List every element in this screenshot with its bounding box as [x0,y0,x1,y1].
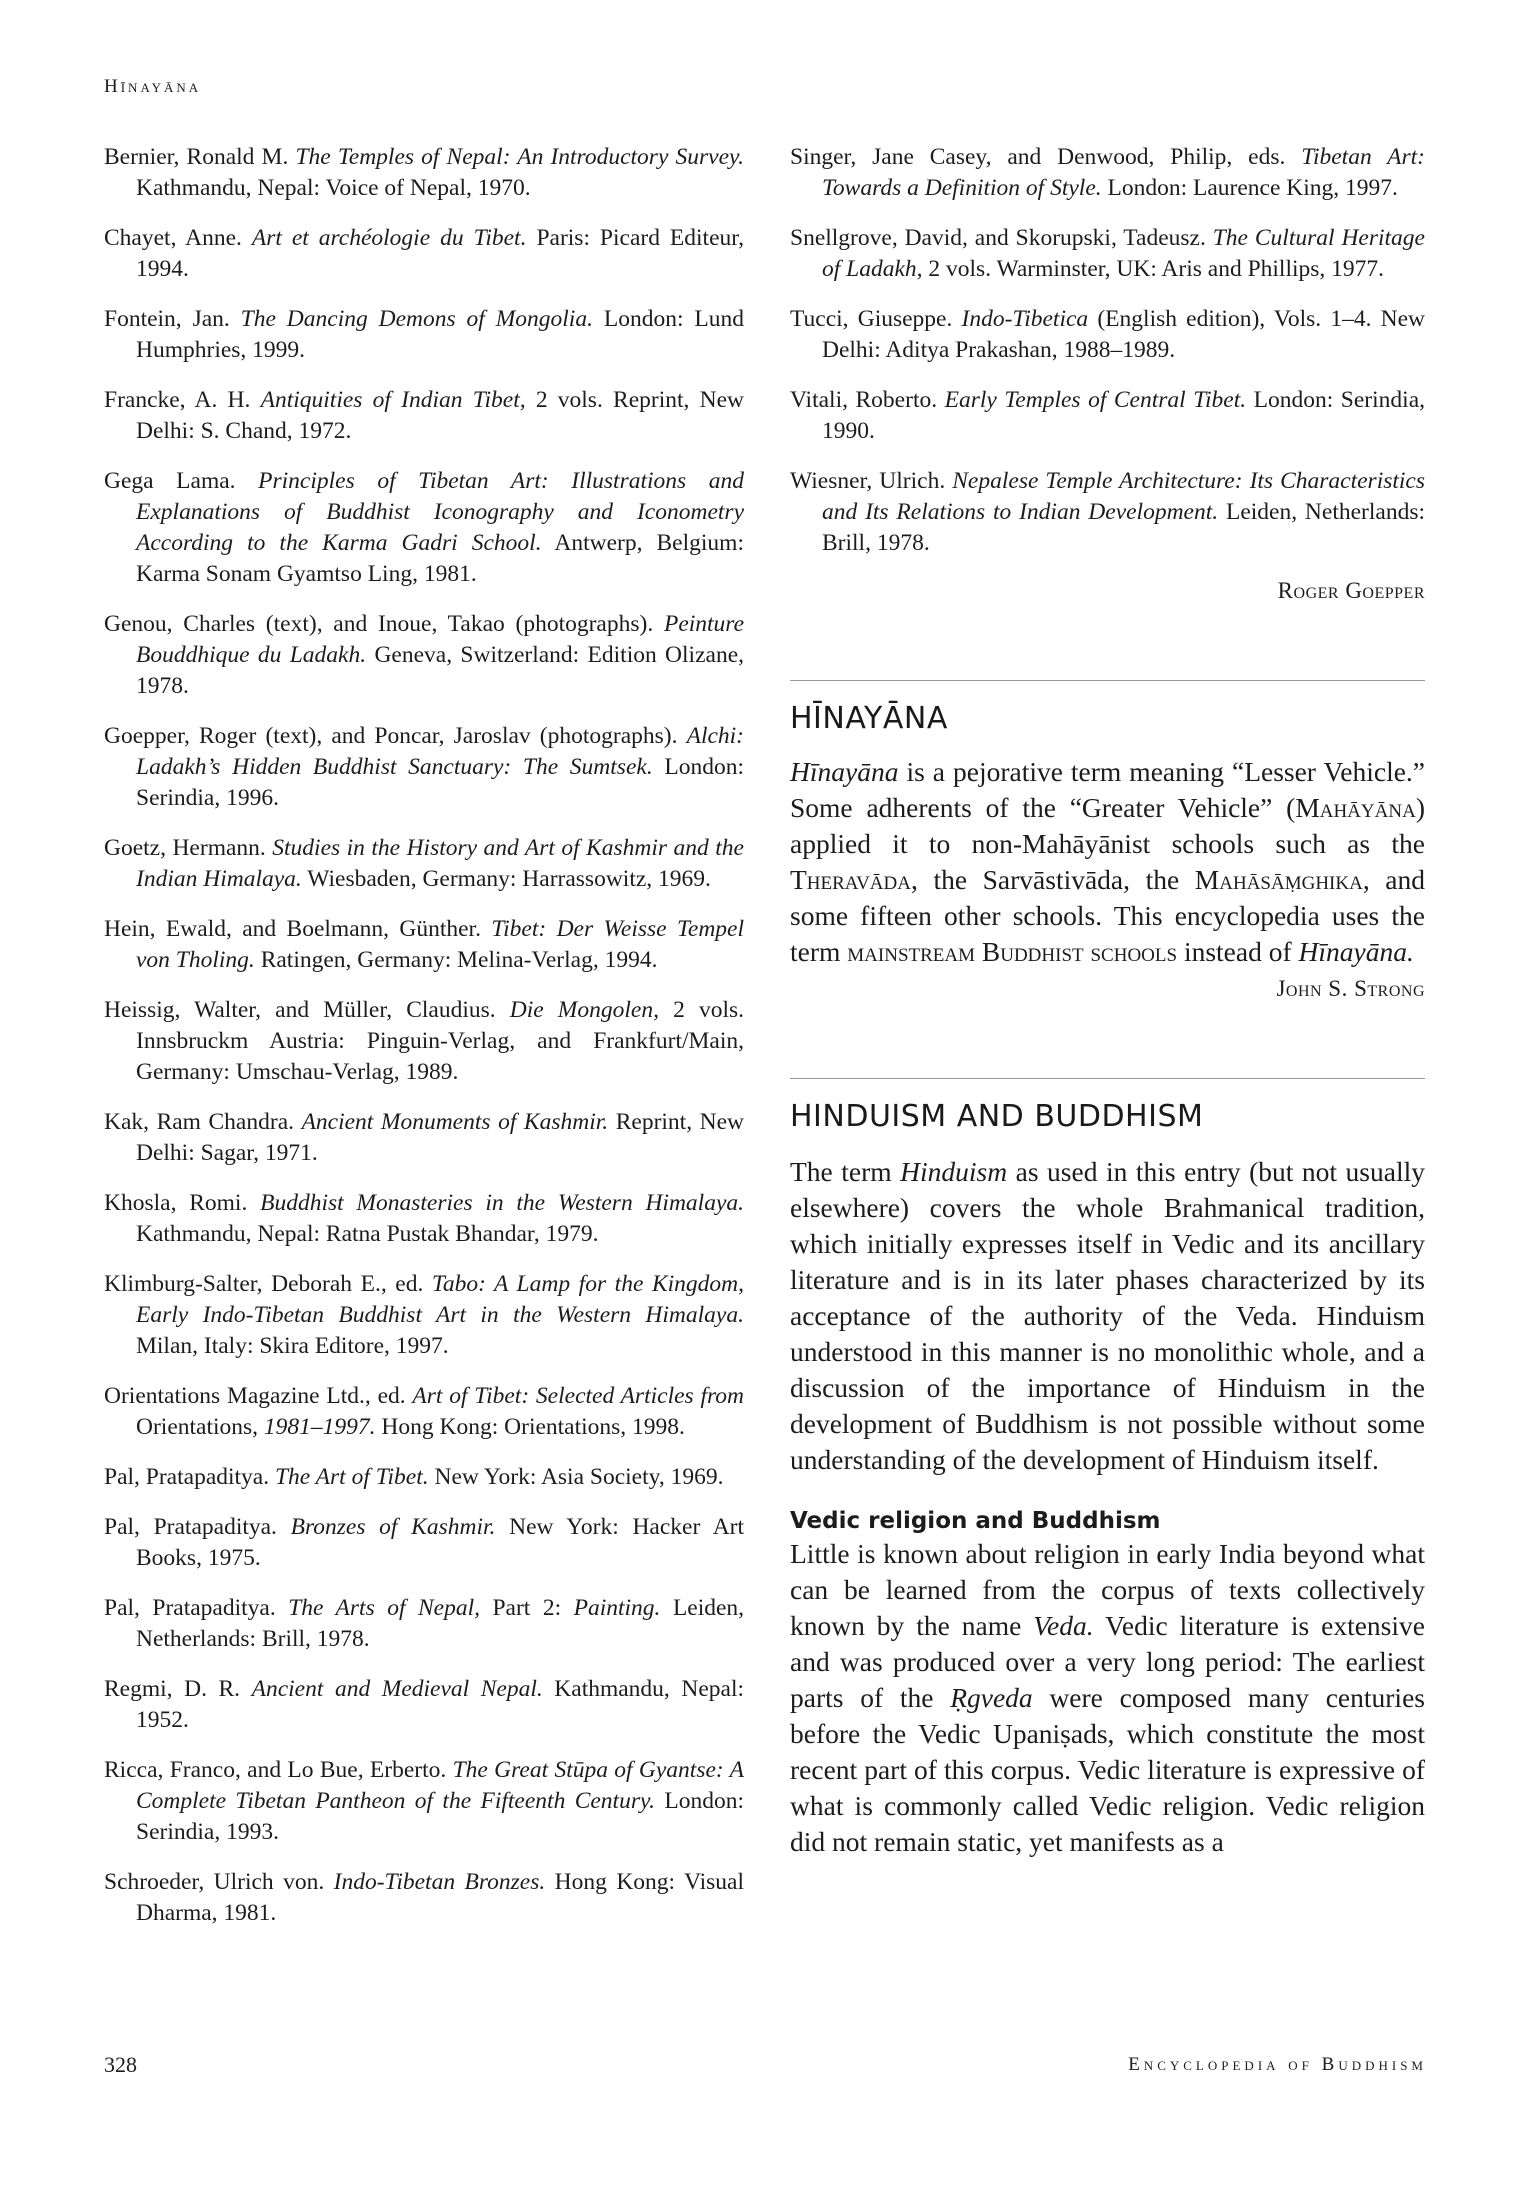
bib-entry: Heissig, Walter, and Müller, Claudius. Die Mongolen, 2 vols. Innsbruckm Austria: Pinguin-Verlag, and Frankfurt/Main, Germany: Umschau-Verlag, 1989. [104,997,745,1085]
page-number: 328 [104,2052,137,2077]
left-column [104,142,744,1948]
bib-entry: Wiesner, Ulrich. Nepalese Temple Architecture: Its Characteristics and Its Relations to Indian Development. Leiden, Netherlands: Brill, 1978. [790,468,1426,556]
bib-entry: Genou, Charles (text), and Inoue, Takao (photographs). Peinture Bouddhique du Ladakh. Geneva, Switzerland: Edition Olizane, 1978. [104,611,745,699]
bib-entry: Orientations Magazine Ltd., ed. Art of Tibet: Selected Articles from Orientations, 1981–1997. Hong Kong: Orientations, 1998. [104,1383,744,1440]
bib-entry: Ricca, Franco, and Lo Bue, Erberto. The Great Stūpa of Gyantse: A Complete Tibetan Pantheon of the Fifteenth Century. London: Serindia, 1993. [104,1757,745,1845]
entry-paragraph: The term Hinduism as used in this entry (but not usually elsewhere) covers the whole Brahmanical tradition, which initially expresses itself in Vedic and its ancillary literature and is in its later phases characterized by its acceptance of the authority of the Veda. Hinduism understood in this manner is no monolithic whole, and a discussion of the importance of Hinduism in the development of Buddhism is not possible without some understanding of the development of Hinduism itself. [790,1156,1425,1475]
bib-entry: Pal, Pratapaditya. The Arts of Nepal, Part 2: Painting. Leiden, Netherlands: Brill, 1978. [104,1595,745,1652]
bib-entry: Goepper, Roger (text), and Poncar, Jaroslav (photographs). Alchi: Ladakh’s Hidden Buddhist Sanctuary: The Sumtsek. London: Serindia, 1996. [104,723,745,811]
bib-entry: Regmi, D. R. Ancient and Medieval Nepal. Kathmandu, Nepal: 1952. [104,1676,745,1733]
bib-entry: Chayet, Anne. Art et archéologie du Tibet. Paris: Picard Editeur, 1994. [104,225,745,282]
bib-entry: Vitali, Roberto. Early Temples of Central Tibet. London: Serindia, 1990. [790,387,1425,444]
bib-entry: Goetz, Hermann. Studies in the History and Art of Kashmir and the Indian Himalaya. Wiesbaden, Germany: Harrassowitz, 1969. [104,835,744,892]
entry-paragraph: Hīnayāna is a pejorative term meaning “Lesser Vehicle.” Some adherents of the “Greater Vehicle” (Mahāyāna) applied it to non-Mahāyānist schools such as the Theravāda, the Sarvāstivāda, the Mahāsāṃghika, and some fifteen other schools. This encyclopedia uses the term mainstream Buddhist schools instead of Hīnayāna. [790,756,1425,967]
bib-entry: Fontein, Jan. The Dancing Demons of Mongolia. London: Lund Humphries, 1999. [104,306,744,363]
bib-entry: Pal, Pratapaditya. The Art of Tibet. New York: Asia Society, 1969. [104,1464,724,1490]
bib-entry: Hein, Ewald, and Boelmann, Günther. Tibet: Der Weisse Tempel von Tholing. Ratingen, Germany: Melina-Verlag, 1994. [104,916,745,973]
author-signature: John S. Strong [1276,976,1425,1001]
bib-entry: Kak, Ram Chandra. Ancient Monuments of Kashmir. Reprint, New Delhi: Sagar, 1971. [104,1109,745,1166]
bib-entry: Tucci, Giuseppe. Indo-Tibetica (English edition), Vols. 1–4. New Delhi: Aditya Prakashan, 1988–1989. [790,306,1425,363]
section-divider [790,1078,1425,1079]
bib-entry: Francke, A. H. Antiquities of Indian Tibet, 2 vols. Reprint, New Delhi: S. Chand, 1972. [104,387,744,444]
section-divider [790,680,1425,681]
entry-heading-hinayana: HĪNAYĀNA [790,701,948,736]
bib-entry: Klimburg-Salter, Deborah E., ed. Tabo: A Lamp for the Kingdom, Early Indo-Tibetan Buddhist Art in the Western Himalaya. Milan, Italy: Skira Editore, 1997. [104,1271,744,1359]
subheading: Vedic religion and Buddhism [790,1508,1161,1534]
right-column [790,142,1425,1860]
bib-entry: Gega Lama. Principles of Tibetan Art: Illustrations and Explanations of Buddhist Iconography and Iconometry According to the Karma Gadri School. Antwerp, Belgium: Karma Sonam Gyamtso Ling, 1981. [104,468,745,587]
bib-entry: Snellgrove, David, and Skorupski, Tadeusz. The Cultural Heritage of Ladakh, 2 vols. Warminster, UK: Aris and Phillips, 1977. [790,225,1425,282]
author-signature: Roger Goepper [1277,578,1425,603]
bib-entry: Bernier, Ronald M. The Temples of Nepal: An Introductory Survey. Kathmandu, Nepal: Voice of Nepal, 1970. [104,144,745,201]
running-head: Hīnayāna [104,76,202,97]
footer-title: Encyclopedia of Buddhism [1128,2054,1427,2075]
entry-paragraph: Little is known about religion in early India beyond what can be learned from the corpus of texts collectively known by the name Veda. Vedic literature is extensive and was produced over a very long period: The earliest parts of the Ṛgveda were composed many centuries before the Vedic Upaniṣads, which constitute the most recent part of this corpus. Vedic literature is expressive of what is commonly called Vedic religion. Vedic religion did not remain static, yet manifests as a [790,1538,1425,1857]
bib-entry: Pal, Pratapaditya. Bronzes of Kashmir. New York: Hacker Art Books, 1975. [104,1514,745,1571]
bib-entry: Khosla, Romi. Buddhist Monasteries in the Western Himalaya. Kathmandu, Nepal: Ratna Pustak Bhandar, 1979. [104,1190,745,1247]
entry-heading-hinduism: HINDUISM AND BUDDHISM [790,1099,1204,1134]
bib-entry: Schroeder, Ulrich von. Indo-Tibetan Bronzes. Hong Kong: Visual Dharma, 1981. [104,1869,745,1926]
bib-entry: Singer, Jane Casey, and Denwood, Philip, eds. Tibetan Art: Towards a Definition of Style. London: Laurence King, 1997. [790,144,1425,201]
